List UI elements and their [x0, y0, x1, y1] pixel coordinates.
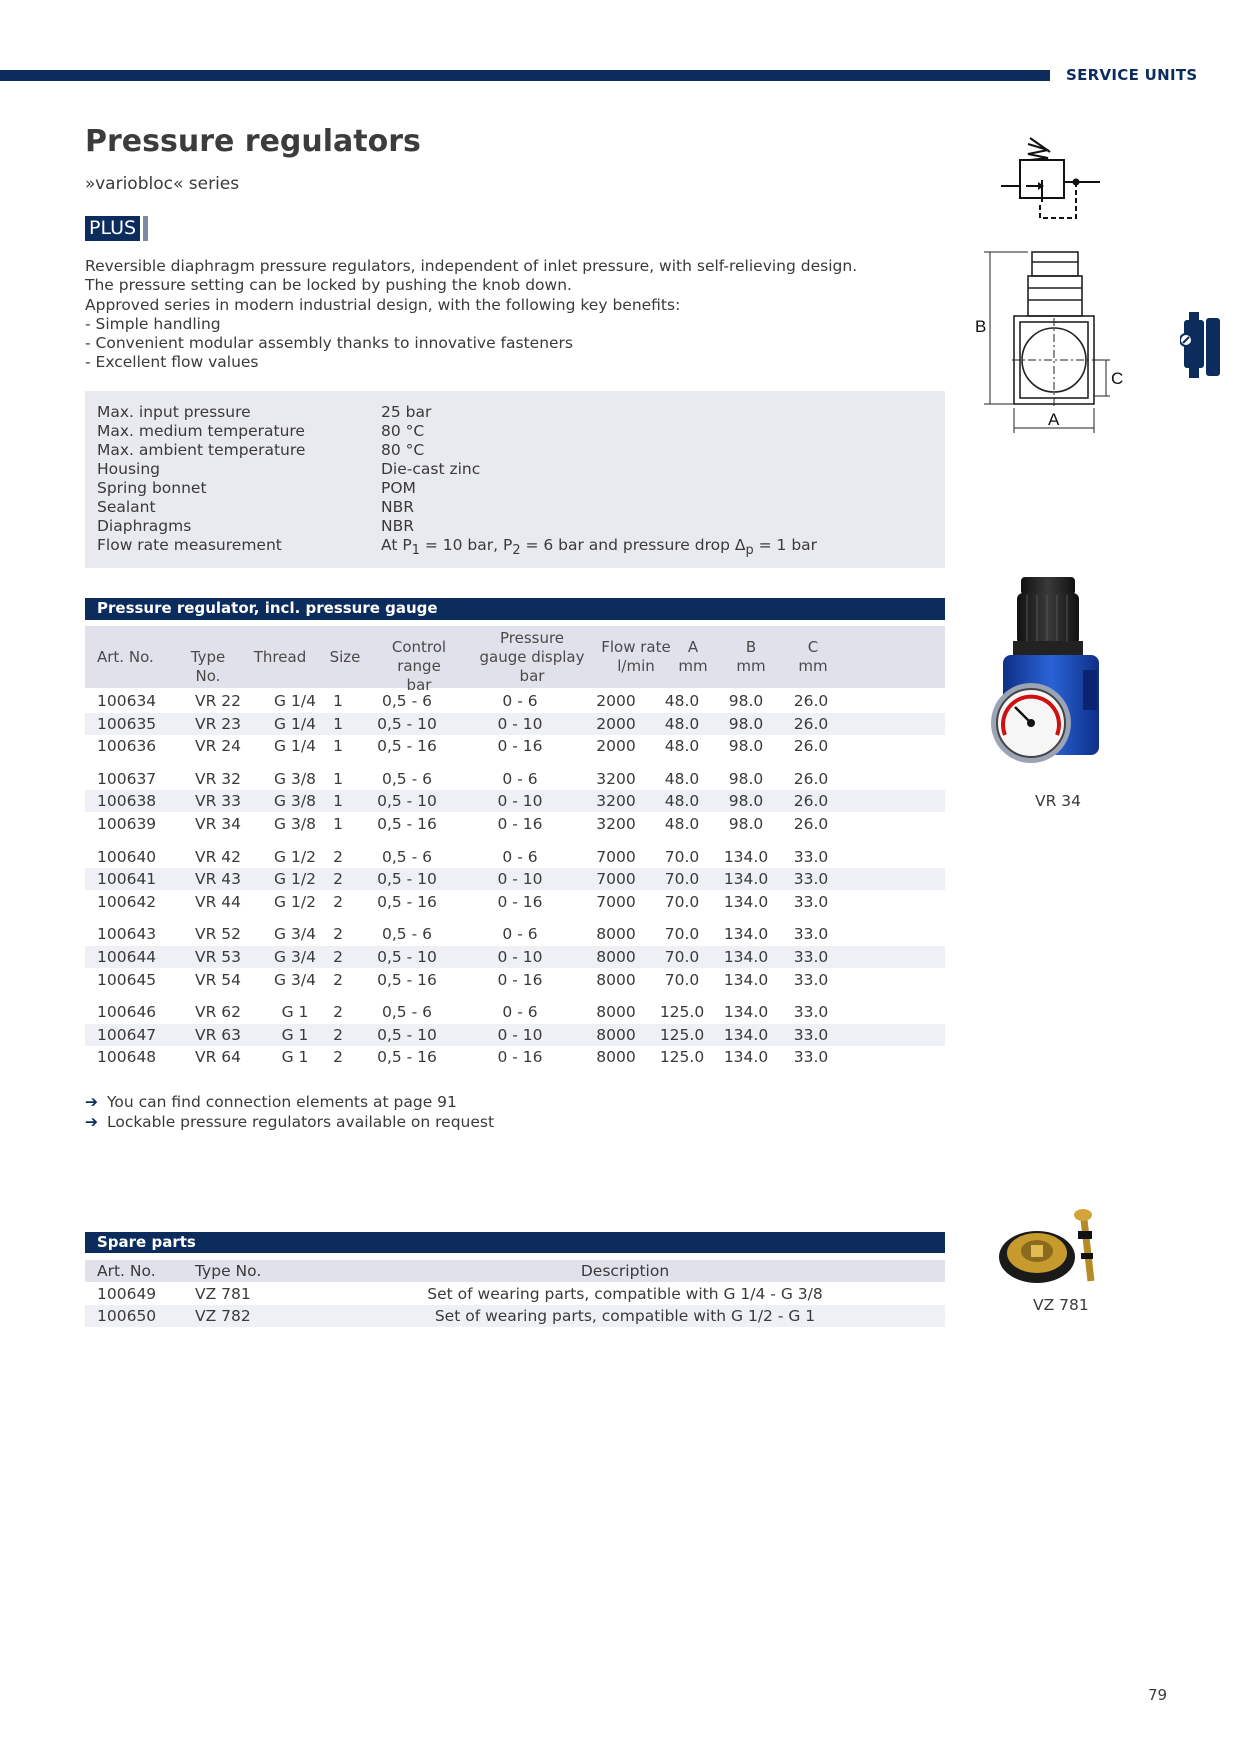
spec-label: Spring bonnet	[97, 479, 207, 497]
table-cell: 33.0	[793, 1048, 829, 1067]
table-cell: 98.0	[728, 792, 764, 811]
column-header: Size	[329, 647, 361, 666]
table-cell: 1	[333, 737, 343, 756]
table-cell: 0,5 - 10	[377, 870, 437, 889]
table-cell: VR 34	[195, 815, 242, 833]
table-cell: G 1	[281, 1003, 309, 1022]
table-cell: 3200	[596, 815, 636, 833]
table-cell: 98.0	[728, 815, 764, 833]
table-cell: 0,5 - 16	[377, 970, 437, 989]
table-cell: 0 - 10	[497, 714, 543, 733]
table-row	[85, 923, 945, 945]
table-cell: 0,5 - 6	[382, 925, 432, 944]
table-cell: 0 - 16	[497, 737, 543, 756]
table-cell: G 3/8	[274, 769, 316, 788]
table-cell: 2	[333, 925, 343, 944]
table-cell: 33.0	[793, 847, 829, 866]
table-cell: 0,5 - 6	[382, 769, 432, 788]
spec-value: NBR	[381, 517, 414, 535]
table-cell: 48.0	[664, 714, 700, 733]
table-row	[85, 690, 945, 712]
spec-label: Max. ambient temperature	[97, 441, 306, 459]
table-cell: 98.0	[728, 714, 764, 733]
note-text: You can find connection elements at page 91	[107, 1093, 457, 1111]
table-cell: VR 63	[195, 1025, 242, 1044]
intro-line: The pressure setting can be locked by pushing the knob down.	[85, 276, 572, 295]
intro-line: - Excellent flow values	[85, 353, 259, 372]
table-row	[85, 713, 945, 735]
table-cell: 100648	[97, 1048, 157, 1067]
note-text: Lockable pressure regulators available on request	[107, 1113, 495, 1131]
table-cell: 0,5 - 16	[377, 1048, 437, 1067]
page-title: Pressure regulators	[85, 124, 421, 159]
table-cell: 8000	[596, 1003, 636, 1022]
note-item	[85, 1092, 494, 1112]
intro-line: Reversible diaphragm pressure regulators, independent of inlet pressure, with self-relieving design.	[85, 257, 858, 275]
table-cell: 100638	[97, 792, 157, 811]
product-image-caption: VR 34	[1035, 792, 1082, 810]
table-cell: 33.0	[793, 892, 829, 911]
table-cell: 134.0	[723, 1025, 769, 1044]
spec-label: Max. medium temperature	[97, 422, 305, 440]
table-cell: 3200	[596, 769, 636, 788]
table-cell: VZ 781	[195, 1284, 251, 1303]
table-cell: 98.0	[728, 737, 764, 756]
table-cell: G 1/2	[274, 847, 316, 866]
table-cell: 8000	[596, 1025, 636, 1044]
table-cell: 1	[333, 769, 343, 788]
table-cell: VR 33	[195, 792, 242, 811]
table-cell: 7000	[596, 892, 636, 911]
table-cell: 70.0	[664, 892, 700, 911]
table-row	[85, 813, 945, 835]
table-cell: 70.0	[664, 925, 700, 944]
table-cell: 0,5 - 10	[377, 792, 437, 811]
table-cell: 70.0	[664, 948, 700, 966]
table-cell: 100645	[97, 970, 157, 989]
column-header: Pressure gauge display bar	[479, 628, 585, 685]
table-cell: 8000	[596, 925, 636, 944]
table-cell: 2	[333, 1003, 343, 1022]
table-cell: 0 - 16	[497, 970, 543, 989]
table-cell: 134.0	[723, 847, 769, 866]
table-cell: 0,5 - 10	[377, 1025, 437, 1044]
table-cell: VR 42	[195, 847, 242, 866]
table-cell: G 1/4	[274, 737, 316, 756]
spec-value: 80 °C	[381, 441, 425, 459]
table-cell: G 3/8	[274, 815, 316, 833]
table-cell: 0 - 10	[497, 870, 543, 889]
table-cell: G 1/4	[274, 692, 316, 710]
spec-value: At $P_1 = 10$ bar, $P_2 = 6$ bar and pressure drop $\Delta_p = 1$ bar	[381, 536, 818, 559]
table-cell: G 1/2	[274, 892, 316, 911]
plus-badge-bar	[143, 216, 148, 241]
table-cell: 0,5 - 10	[377, 714, 437, 733]
table-cell: 33.0	[793, 1025, 829, 1044]
table-cell: 2000	[596, 737, 636, 756]
spare-parts-title: Spare parts	[85, 1232, 945, 1253]
series-subtitle: »variobloc« series	[85, 174, 240, 194]
table-cell: VR 22	[195, 692, 242, 710]
spec-label: Housing	[97, 460, 161, 478]
table-cell: 48.0	[664, 737, 700, 756]
table-cell: G 1	[281, 1025, 309, 1044]
arrow-right-icon: ➔	[85, 1093, 98, 1111]
notes	[85, 1092, 494, 1132]
table-cell: 48.0	[664, 692, 700, 710]
table-cell: 48.0	[664, 815, 700, 833]
spec-label: Sealant	[97, 498, 156, 516]
page-number: 79	[1148, 1686, 1168, 1704]
spare-image-caption: VZ 781	[1033, 1296, 1089, 1314]
table-row	[85, 969, 945, 991]
dimension-label-a: A	[1048, 410, 1060, 429]
table-cell: 134.0	[723, 1048, 769, 1067]
table-row	[85, 846, 945, 868]
table-cell: 1	[333, 714, 343, 733]
table-cell: VR 62	[195, 1003, 242, 1022]
table-cell: 100639	[97, 815, 157, 833]
table-cell: VR 44	[195, 892, 242, 911]
spec-value: 25 bar	[381, 403, 432, 421]
column-header: Type No.	[190, 647, 226, 685]
table-cell: 100640	[97, 847, 157, 866]
table-cell: VZ 782	[195, 1307, 251, 1326]
table-cell: 33.0	[793, 925, 829, 944]
table-cell: G 1/4	[274, 714, 316, 733]
table-cell: 0,5 - 16	[377, 892, 437, 911]
table-cell: 98.0	[728, 769, 764, 788]
table-row	[85, 1046, 945, 1068]
column-header: Control range bar	[391, 638, 447, 694]
dimension-label-c: C	[1111, 369, 1124, 388]
table-cell: 2000	[596, 714, 636, 733]
table-cell: 125.0	[659, 1048, 705, 1067]
regulator-table-title: Pressure regulator, incl. pressure gauge	[85, 598, 945, 620]
table-cell: 0 - 6	[502, 1003, 538, 1022]
plus-badge	[85, 216, 148, 241]
table-cell: G 3/4	[274, 948, 316, 966]
table-cell: 0,5 - 6	[382, 1003, 432, 1022]
note-item	[85, 1112, 494, 1132]
pressure-regulator-image	[985, 575, 1115, 785]
table-cell: 100647	[97, 1025, 157, 1044]
table-cell: 7000	[596, 847, 636, 866]
table-cell: 26.0	[793, 737, 829, 756]
table-header	[85, 1260, 945, 1282]
table-cell: VR 23	[195, 714, 242, 733]
column-header: C mm	[798, 638, 828, 675]
table-cell: VR 43	[195, 870, 242, 889]
table-cell: 0,5 - 16	[377, 815, 437, 833]
table-row	[85, 868, 945, 890]
table-cell: 125.0	[659, 1025, 705, 1044]
table-cell: 0,5 - 6	[382, 692, 432, 710]
table-cell: 33.0	[793, 948, 829, 966]
table-cell: 1	[333, 815, 343, 833]
table-row	[85, 1283, 945, 1305]
intro-line: Approved series in modern industrial design, with the following key benefits:	[85, 295, 681, 314]
table-cell: 100649	[97, 1284, 157, 1303]
header-bar	[0, 70, 1050, 81]
table-row	[85, 891, 945, 913]
table-cell: 48.0	[664, 792, 700, 811]
table-cell: 100635	[97, 714, 157, 733]
column-header: Flow rate l/min	[601, 638, 671, 675]
dimension-label-b: B	[975, 317, 987, 336]
column-header: Type No.	[195, 1262, 262, 1280]
table-cell: 2	[333, 1025, 343, 1044]
table-cell: 2	[333, 948, 343, 966]
table-cell: 2	[333, 1048, 343, 1067]
table-cell: 125.0	[659, 1003, 705, 1022]
table-cell: 100641	[97, 870, 157, 889]
pneumatic-symbol-icon	[1000, 130, 1110, 225]
table-row	[85, 1001, 945, 1023]
column-header: B mm	[736, 638, 766, 675]
table-cell: 7000	[596, 870, 636, 889]
table-cell: VR 54	[195, 970, 242, 989]
table-cell: 0 - 6	[502, 769, 538, 788]
table-cell: 0 - 6	[502, 925, 538, 944]
table-cell: 98.0	[728, 692, 764, 710]
spec-value: 80 °C	[381, 422, 425, 440]
table-cell: G 1/2	[274, 870, 316, 889]
table-cell: 134.0	[723, 948, 769, 966]
table-cell: 3200	[596, 792, 636, 811]
service-units-category-icon	[1180, 312, 1224, 382]
table-cell: 134.0	[723, 970, 769, 989]
table-row	[85, 735, 945, 757]
table-cell: 26.0	[793, 769, 829, 788]
table-cell: 48.0	[664, 769, 700, 788]
table-cell: 0 - 16	[497, 815, 543, 833]
table-cell: G 3/4	[274, 925, 316, 944]
plus-badge-text: PLUS	[85, 216, 140, 241]
table-row	[85, 1024, 945, 1046]
table-cell: 0 - 10	[497, 792, 543, 811]
intro-text	[85, 257, 945, 373]
table-cell: 33.0	[793, 870, 829, 889]
table-cell: 134.0	[723, 870, 769, 889]
table-cell: 100644	[97, 948, 157, 966]
table-cell: 70.0	[664, 870, 700, 889]
table-cell: 26.0	[793, 714, 829, 733]
table-cell: G 1	[281, 1048, 309, 1067]
table-cell: VR 64	[195, 1048, 242, 1067]
spec-value: NBR	[381, 498, 414, 516]
table-row	[85, 768, 945, 790]
spare-parts-image	[995, 1205, 1105, 1295]
table-cell: 26.0	[793, 692, 829, 710]
table-row	[85, 1305, 945, 1327]
arrow-right-icon: ➔	[85, 1113, 98, 1131]
table-cell: Set of wearing parts, compatible with G 1/4 - G 3/8	[427, 1284, 823, 1303]
spec-value: Die-cast zinc	[381, 460, 481, 478]
table-cell: 70.0	[664, 970, 700, 989]
column-header: Description	[580, 1262, 670, 1280]
table-cell: 26.0	[793, 815, 829, 833]
table-cell: VR 53	[195, 948, 242, 966]
table-cell: 33.0	[793, 1003, 829, 1022]
intro-line: - Convenient modular assembly thanks to innovative fasteners	[85, 334, 574, 353]
table-cell: VR 24	[195, 737, 242, 756]
table-cell: 26.0	[793, 792, 829, 811]
spec-value: POM	[381, 479, 416, 497]
table-cell: 100634	[97, 692, 157, 710]
table-cell: 8000	[596, 970, 636, 989]
table-cell: 0 - 10	[497, 1025, 543, 1044]
table-row	[85, 946, 945, 968]
table-cell: 2000	[596, 692, 636, 710]
table-cell: 0 - 6	[502, 847, 538, 866]
table-cell: 2	[333, 970, 343, 989]
table-cell: 0 - 16	[497, 892, 543, 911]
table-cell: 100637	[97, 769, 157, 788]
table-cell: G 3/4	[274, 970, 316, 989]
table-cell: 0,5 - 10	[377, 948, 437, 966]
table-cell: 2	[333, 892, 343, 911]
table-cell: 0 - 10	[497, 948, 543, 966]
table-cell: 134.0	[723, 925, 769, 944]
specifications-box	[85, 391, 945, 568]
spec-label: Max. input pressure	[97, 403, 251, 421]
table-cell: 0 - 16	[497, 1048, 543, 1067]
table-cell: 134.0	[723, 1003, 769, 1022]
table-cell: 0 - 6	[502, 692, 538, 710]
table-row	[85, 790, 945, 812]
table-cell: 70.0	[664, 847, 700, 866]
table-cell: 134.0	[723, 892, 769, 911]
column-header: Art. No.	[97, 1262, 156, 1280]
table-cell: 1	[333, 792, 343, 811]
table-cell: 100650	[97, 1307, 157, 1326]
spec-label: Flow rate measurement	[97, 536, 282, 554]
column-header: Art. No.	[97, 647, 154, 666]
column-header: A mm	[678, 638, 708, 675]
table-cell: 2	[333, 870, 343, 889]
table-cell: 8000	[596, 948, 636, 966]
table-cell: 1	[333, 692, 343, 710]
table-cell: Set of wearing parts, compatible with G 1/2 - G 1	[434, 1307, 816, 1326]
table-cell: 100646	[97, 1003, 157, 1022]
intro-line: - Simple handling	[85, 314, 221, 333]
table-cell: 100642	[97, 892, 157, 911]
spec-label: Diaphragms	[97, 517, 192, 535]
table-cell: VR 52	[195, 925, 242, 944]
table-cell: 2	[333, 847, 343, 866]
table-cell: 100636	[97, 737, 157, 756]
table-header	[85, 626, 945, 694]
table-cell: 100643	[97, 925, 157, 944]
table-cell: 33.0	[793, 970, 829, 989]
dimension-drawing-icon	[970, 248, 1135, 438]
table-cell: VR 32	[195, 769, 242, 788]
column-header: Thread	[253, 647, 307, 666]
table-cell: 8000	[596, 1048, 636, 1067]
table-cell: 0,5 - 16	[377, 737, 437, 756]
table-cell: G 3/8	[274, 792, 316, 811]
section-label: SERVICE UNITS	[1066, 66, 1198, 84]
table-cell: 0,5 - 6	[382, 847, 432, 866]
